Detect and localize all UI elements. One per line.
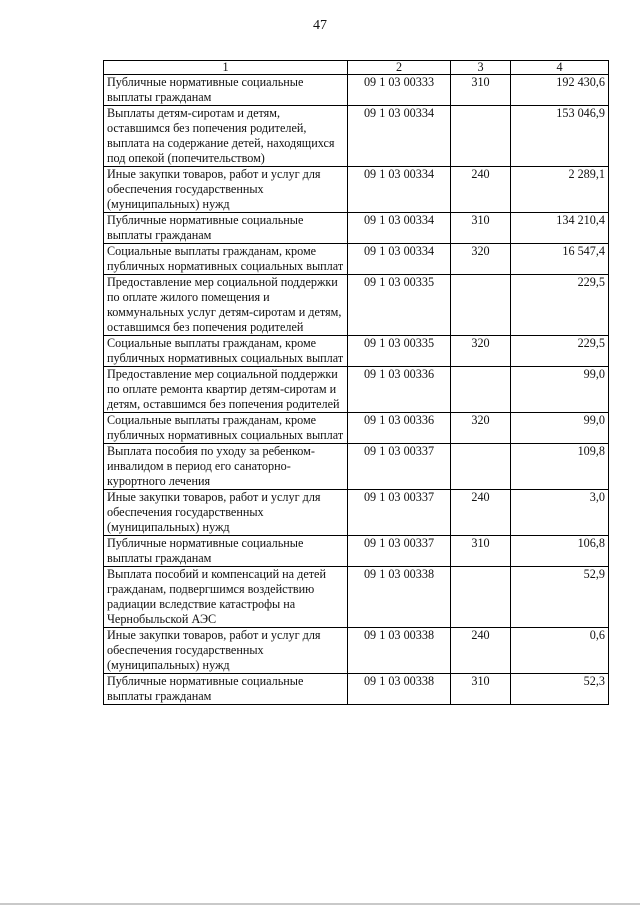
table-row xyxy=(104,275,609,336)
header-col-4: 4 xyxy=(511,61,609,75)
row-amount: 153 046,9 xyxy=(511,106,609,167)
table-row xyxy=(104,628,609,674)
row-name: Социальные выплаты гражданам, кроме публичных нормативных социальных выплат xyxy=(104,413,348,444)
row-code: 09 1 03 00337 xyxy=(348,536,451,567)
table-row xyxy=(104,674,609,705)
row-name: Публичные нормативные социальные выплаты гражданам xyxy=(104,536,348,567)
row-code: 09 1 03 00338 xyxy=(348,674,451,705)
row-code: 09 1 03 00336 xyxy=(348,367,451,413)
table-row xyxy=(104,106,609,167)
table-row xyxy=(104,167,609,213)
table-row xyxy=(104,567,609,628)
row-amount: 3,0 xyxy=(511,490,609,536)
row-expense-type: 320 xyxy=(451,244,511,275)
row-expense-type: 310 xyxy=(451,75,511,106)
table-row xyxy=(104,367,609,413)
table-header xyxy=(104,61,609,75)
budget-table xyxy=(103,60,609,705)
row-amount: 99,0 xyxy=(511,367,609,413)
row-amount: 2 289,1 xyxy=(511,167,609,213)
row-name: Иные закупки товаров, работ и услуг для обеспечения государственных (муниципальных) нужд xyxy=(104,628,348,674)
row-code: 09 1 03 00338 xyxy=(348,628,451,674)
row-name: Предоставление мер социальной поддержки по оплате жилого помещения и коммунальных услуг детям-сиротам и детям, оставшимся без попечения родителей xyxy=(104,275,348,336)
row-name: Публичные нормативные социальные выплаты гражданам xyxy=(104,674,348,705)
row-code: 09 1 03 00334 xyxy=(348,244,451,275)
row-expense-type: 310 xyxy=(451,674,511,705)
table-row xyxy=(104,336,609,367)
table-row xyxy=(104,75,609,106)
row-code: 09 1 03 00337 xyxy=(348,444,451,490)
header-row xyxy=(104,61,609,75)
row-name: Предоставление мер социальной поддержки по оплате ремонта квартир детям-сиротам и детям, оставшимся без попечения родителей xyxy=(104,367,348,413)
table-row xyxy=(104,413,609,444)
row-amount: 229,5 xyxy=(511,336,609,367)
table-row xyxy=(104,213,609,244)
row-expense-type: 320 xyxy=(451,336,511,367)
row-expense-type xyxy=(451,275,511,336)
row-name: Выплаты детям-сиротам и детям, оставшимся без попечения родителей, выплата на содержание детей, находящихся под опекой (попечительством) xyxy=(104,106,348,167)
row-code: 09 1 03 00334 xyxy=(348,213,451,244)
row-amount: 16 547,4 xyxy=(511,244,609,275)
row-amount: 52,9 xyxy=(511,567,609,628)
row-expense-type xyxy=(451,367,511,413)
row-amount: 192 430,6 xyxy=(511,75,609,106)
row-expense-type: 310 xyxy=(451,213,511,244)
row-amount: 0,6 xyxy=(511,628,609,674)
header-col-1: 1 xyxy=(104,61,348,75)
row-amount: 134 210,4 xyxy=(511,213,609,244)
row-amount: 109,8 xyxy=(511,444,609,490)
row-code: 09 1 03 00333 xyxy=(348,75,451,106)
row-name: Публичные нормативные социальные выплаты гражданам xyxy=(104,213,348,244)
row-amount: 229,5 xyxy=(511,275,609,336)
row-amount: 99,0 xyxy=(511,413,609,444)
row-code: 09 1 03 00335 xyxy=(348,336,451,367)
row-name: Публичные нормативные социальные выплаты гражданам xyxy=(104,75,348,106)
row-name: Социальные выплаты гражданам, кроме публичных нормативных социальных выплат xyxy=(104,244,348,275)
row-amount: 106,8 xyxy=(511,536,609,567)
row-code: 09 1 03 00337 xyxy=(348,490,451,536)
row-name: Иные закупки товаров, работ и услуг для обеспечения государственных (муниципальных) нужд xyxy=(104,490,348,536)
row-expense-type: 320 xyxy=(451,413,511,444)
table-row xyxy=(104,444,609,490)
row-name: Социальные выплаты гражданам, кроме публичных нормативных социальных выплат xyxy=(104,336,348,367)
table-row xyxy=(104,490,609,536)
row-name: Выплата пособия по уходу за ребенком-инвалидом в период его санаторно-курортного лечения xyxy=(104,444,348,490)
row-code: 09 1 03 00335 xyxy=(348,275,451,336)
row-expense-type: 240 xyxy=(451,490,511,536)
header-col-3: 3 xyxy=(451,61,511,75)
row-name: Иные закупки товаров, работ и услуг для обеспечения государственных (муниципальных) нужд xyxy=(104,167,348,213)
row-code: 09 1 03 00334 xyxy=(348,167,451,213)
table-body xyxy=(104,75,609,705)
row-expense-type: 310 xyxy=(451,536,511,567)
header-col-2: 2 xyxy=(348,61,451,75)
row-name: Выплата пособий и компенсаций на детей гражданам, подвергшимся воздействию радиации вследствие катастрофы на Чернобыльской АЭС xyxy=(104,567,348,628)
row-expense-type xyxy=(451,106,511,167)
page-number: 47 xyxy=(313,18,327,33)
row-expense-type xyxy=(451,567,511,628)
table-row xyxy=(104,244,609,275)
table-row xyxy=(104,536,609,567)
row-code: 09 1 03 00336 xyxy=(348,413,451,444)
row-code: 09 1 03 00338 xyxy=(348,567,451,628)
row-expense-type: 240 xyxy=(451,167,511,213)
row-expense-type: 240 xyxy=(451,628,511,674)
row-amount: 52,3 xyxy=(511,674,609,705)
row-code: 09 1 03 00334 xyxy=(348,106,451,167)
row-expense-type xyxy=(451,444,511,490)
